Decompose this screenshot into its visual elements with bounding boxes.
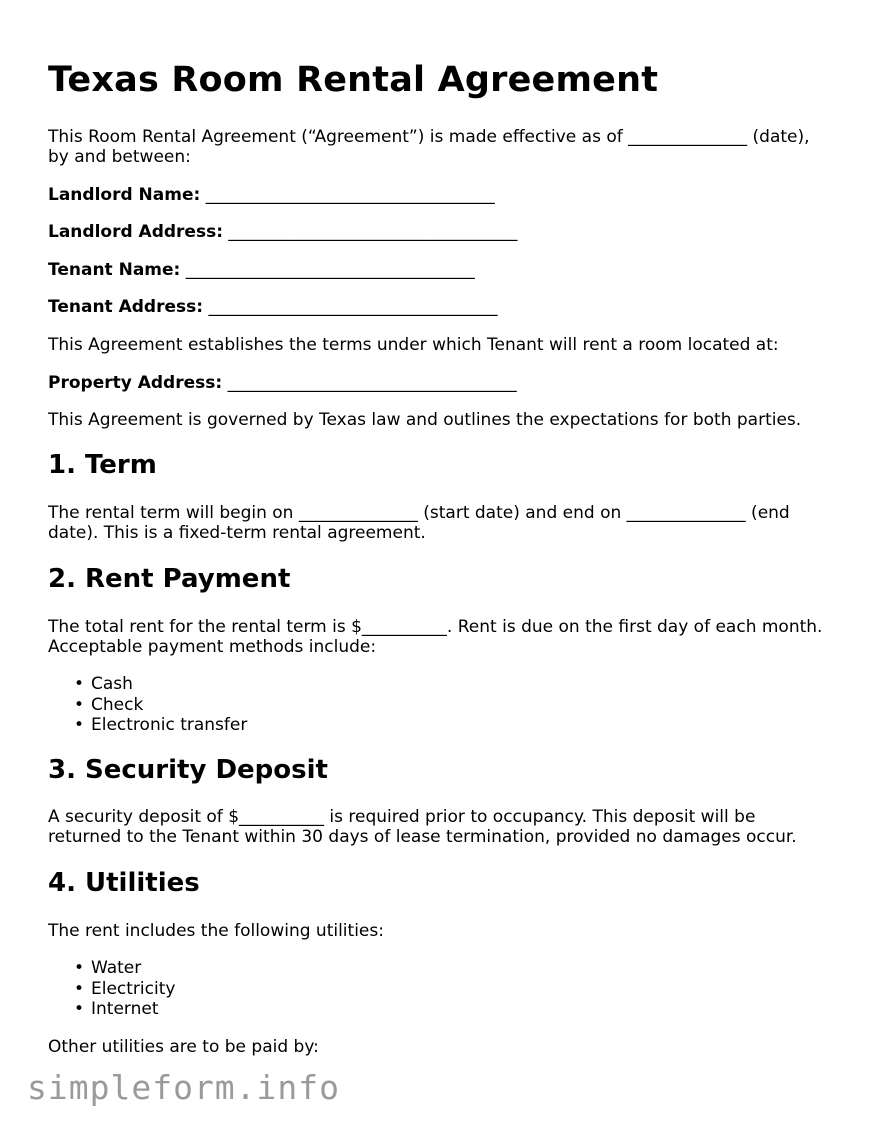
tenant-address-field (48, 297, 497, 317)
landlord-address-label: Landlord Address: (48, 222, 223, 242)
property-address-label: Property Address: (48, 373, 223, 393)
bullet-icon: • (74, 978, 85, 999)
list-item: • Electronic transfer (74, 715, 248, 735)
watermark: simpleform.info (27, 1068, 341, 1107)
property-address-field (48, 373, 517, 393)
property-address-blank: __________________________________ (227, 373, 517, 393)
term-heading: 1. Term (48, 450, 157, 480)
tenant-name-blank: __________________________________ (185, 260, 475, 280)
payment-methods-list (48, 674, 247, 736)
utilities-paragraph: The rent includes the following utilities: (48, 921, 384, 941)
deposit-paragraph: A security deposit of $__________ is required prior to occupancy. This deposit will be returned to the Tenant within 30 days of lease termination, provided no damages occur. (48, 807, 797, 847)
tenant-name-field (48, 260, 475, 280)
other-utilities-paragraph: Other utilities are to be paid by: (48, 1037, 319, 1057)
governed-paragraph: This Agreement is governed by Texas law and outlines the expectations for both parties. (48, 410, 802, 430)
intro-paragraph: This Room Rental Agreement (“Agreement”) is made effective as of ______________ (date), by and between: (48, 127, 810, 167)
utilities-list (48, 958, 175, 1020)
bullet-icon: • (74, 694, 85, 715)
establishes-paragraph: This Agreement establishes the terms under which Tenant will rent a room located at: (48, 335, 779, 355)
bullet-icon: • (74, 674, 85, 694)
landlord-address-blank: __________________________________ (228, 222, 518, 242)
landlord-name-label: Landlord Name: (48, 185, 201, 205)
list-item: • Water (74, 958, 142, 978)
term-paragraph: The rental term will begin on ______________ (start date) and end on ______________ (end date). This is a fixed-term rental agreement. (48, 503, 790, 543)
landlord-name-blank: __________________________________ (205, 185, 495, 205)
deposit-heading: 3. Security Deposit (48, 755, 328, 785)
rent-heading: 2. Rent Payment (48, 564, 291, 594)
tenant-address-label: Tenant Address: (48, 297, 204, 317)
rent-paragraph: The total rent for the rental term is $__________. Rent is due on the first day of each month. Acceptable payment methods include: (48, 617, 823, 657)
bullet-icon: • (74, 715, 85, 735)
tenant-address-blank: __________________________________ (208, 297, 498, 317)
document-title: Texas Room Rental Agreement (48, 60, 659, 100)
bullet-icon: • (74, 958, 85, 978)
list-item: • Electricity (74, 978, 176, 999)
bullet-icon: • (74, 999, 85, 1019)
landlord-address-field (48, 222, 517, 242)
utilities-heading: 4. Utilities (48, 868, 200, 898)
list-item: • Internet (74, 999, 159, 1019)
tenant-name-label: Tenant Name: (48, 260, 181, 280)
landlord-name-field (48, 185, 495, 205)
list-item: • Cash (74, 674, 133, 694)
list-item: • Check (74, 694, 144, 715)
